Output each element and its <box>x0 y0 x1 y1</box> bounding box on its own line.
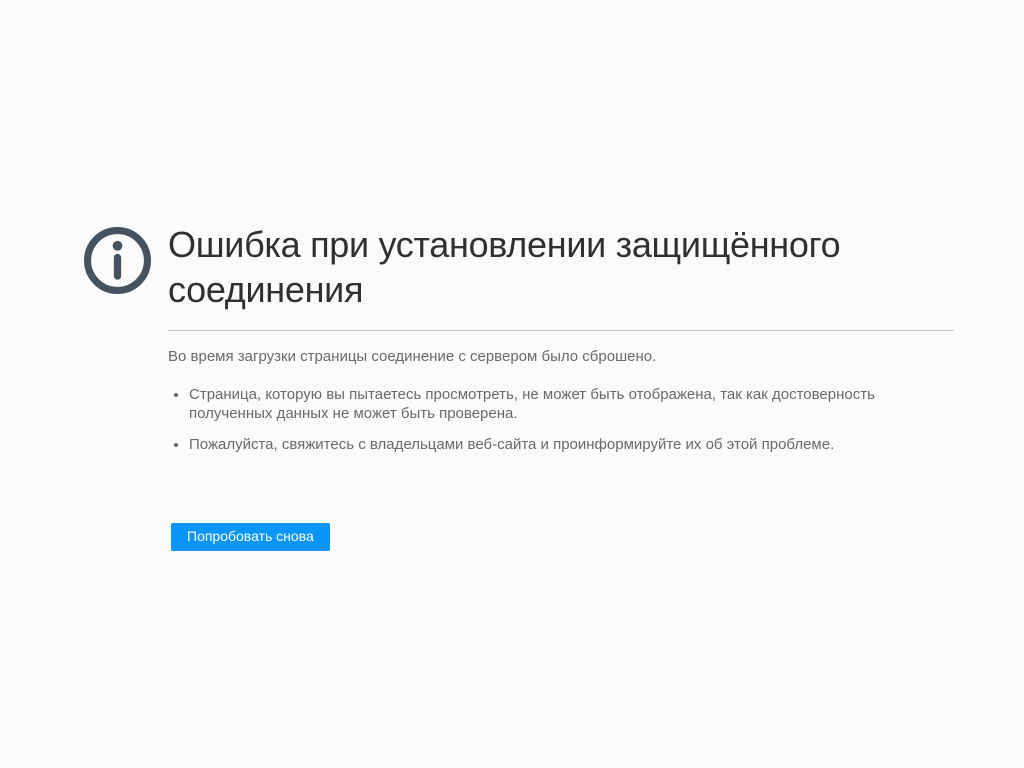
error-bullet-item: • Пожалуйста, свяжитесь с владельцами веб-сайта и проинформируйте их об этой проблеме. <box>189 435 930 454</box>
info-icon <box>84 227 168 294</box>
retry-button[interactable]: Попробовать снова <box>171 523 330 551</box>
title-divider <box>168 330 954 331</box>
error-bullet-item: • Страница, которую вы пытаетесь просмотреть, не может быть отображена, так как достоверность полученных данных не может быть проверена. <box>189 385 930 423</box>
error-bullet-list <box>168 385 930 454</box>
error-title: Ошибка при установлении защищённого соединения <box>168 224 841 310</box>
error-description: Во время загрузки страницы соединение с сервером было сброшено. <box>168 348 657 365</box>
error-container <box>84 222 956 551</box>
error-content <box>168 222 954 551</box>
icon-column <box>84 222 168 294</box>
